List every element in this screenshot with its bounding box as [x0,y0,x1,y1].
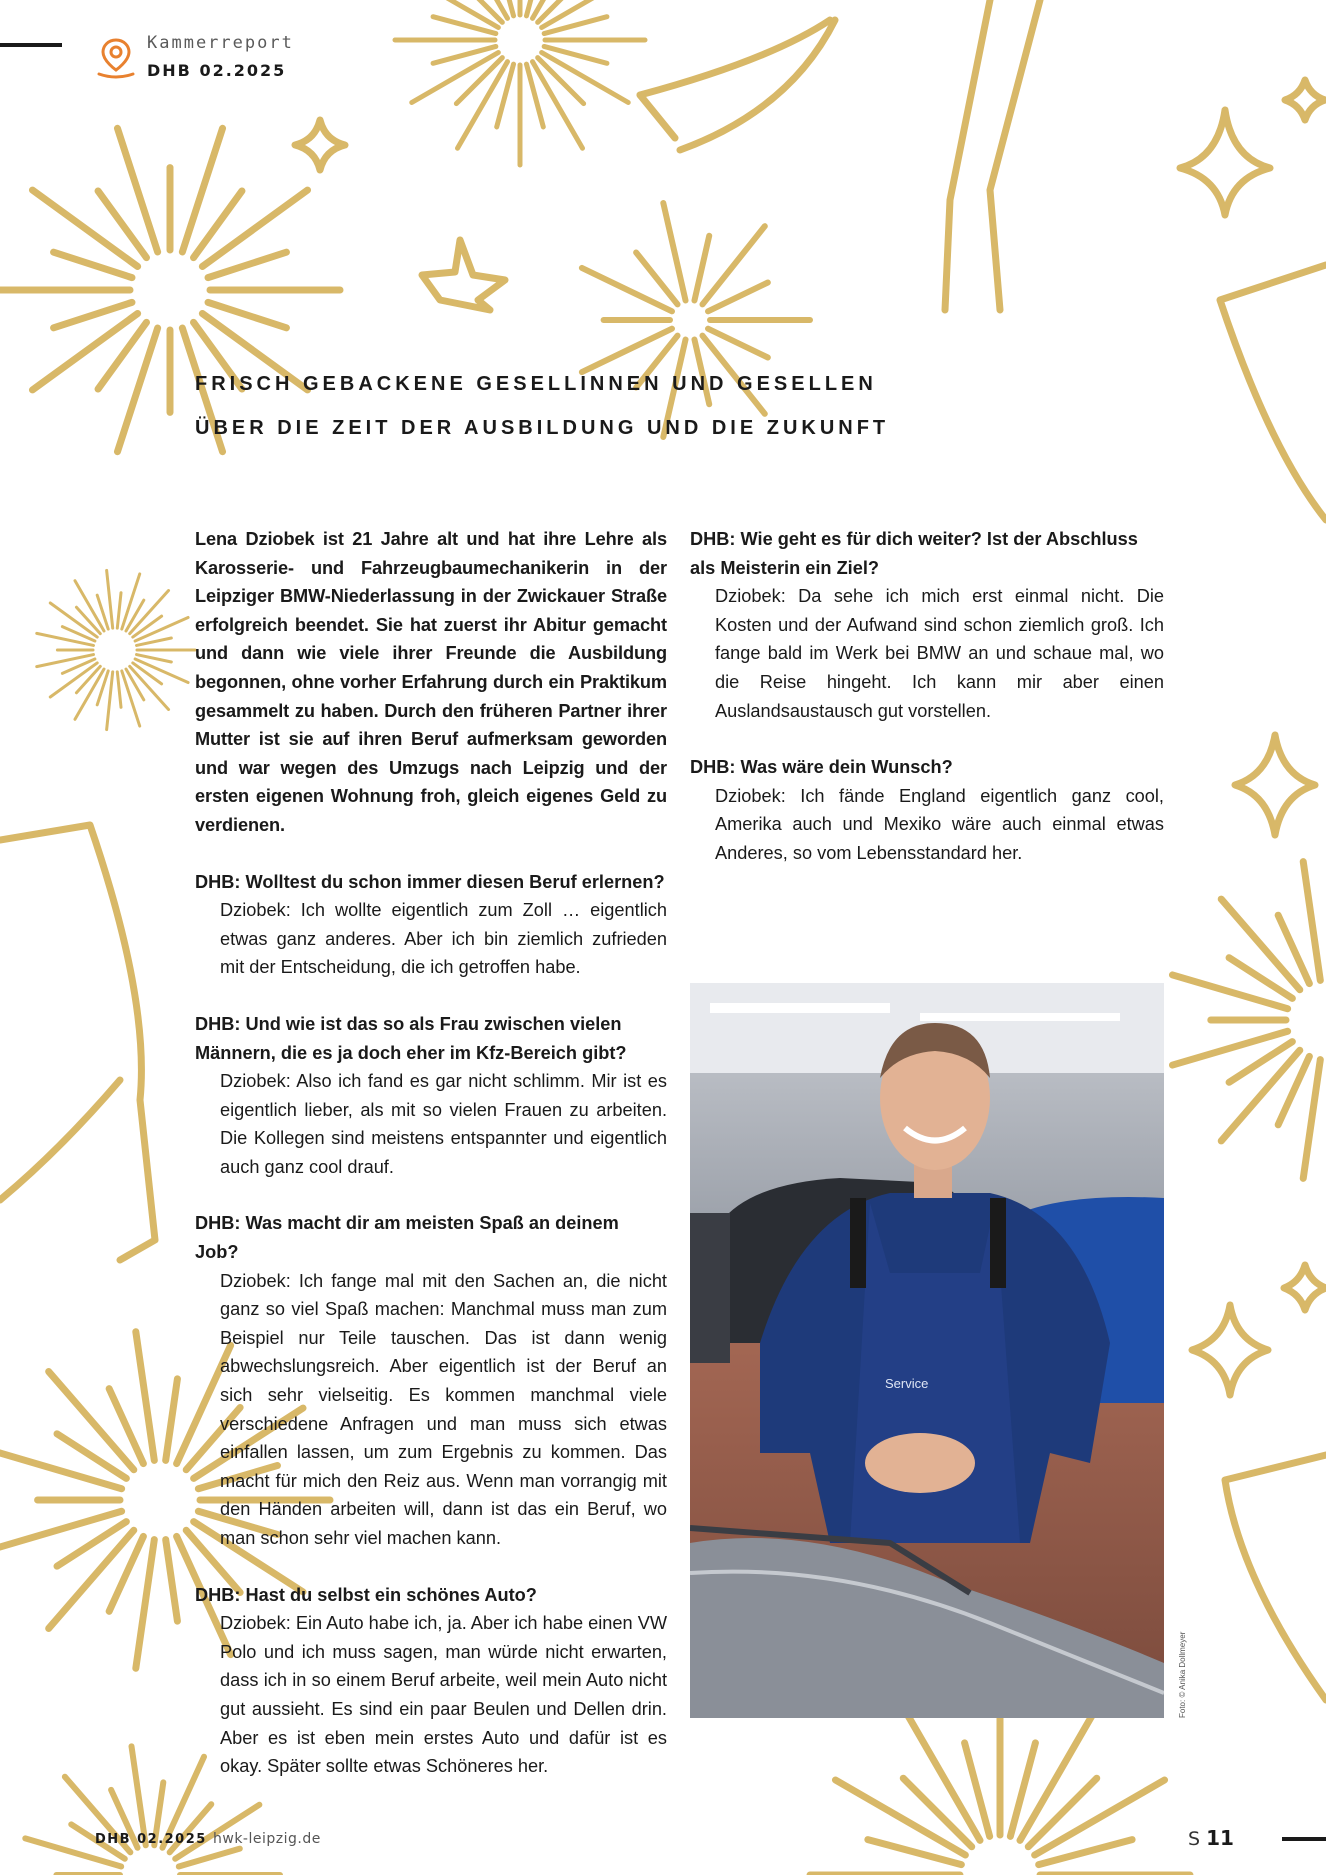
footer-issue: DHB 02.2025 [95,1832,207,1847]
firework-ray [136,1332,155,1461]
firework-ray [117,593,121,628]
headline-line: FRISCH GEBACKENE GESELLINNEN UND GESELLEN [195,373,877,395]
firework-ray [166,1379,178,1461]
article-headline [195,362,895,450]
firework-ray [1303,1060,1320,1179]
firework-ray [107,672,113,730]
header-rule [0,43,62,47]
firework-ray [107,570,113,628]
footer-url[interactable]: hwk-leipzig.de [213,1831,321,1847]
interview-block [195,1209,667,1552]
star-icon [422,240,505,310]
interview-answer: Dziobek: Ein Auto habe ich, ja. Aber ich habe einen VW Polo und ich muss sagen, man würde nicht erwarten, dass ich in so einem Beruf arbeite, weil mein Auto nicht gut aussieht. Es sind ein paar Beulen und Dellen drin. Aber es ist eben mein erstes Auto und dafür ist es okay. Später sollte etwas Schöneres her. [220,1613,667,1777]
firework-ray [117,672,121,707]
sparkle-star-icon [1235,735,1315,835]
firework-ray [582,268,672,311]
interview-question: DHB: Was macht dir am meisten Spaß an deinem Job? [195,1213,619,1263]
firework-ray [694,236,709,301]
interview-block [690,525,1164,725]
article-column-left [195,525,667,1809]
interview-question: DHB: Und wie ist das so als Frau zwischen vielen Männern, die es ja doch eher im Kfz-Bereich gibt? [195,1013,627,1063]
champagne-glass-icon [1225,1455,1326,1700]
firework-ray [1172,1031,1287,1065]
page-prefix: S [1188,1828,1201,1850]
interview-block [195,1581,667,1781]
headline-line: ÜBER DIE ZEIT DER AUSBILDUNG UND DIE ZUKUNFT [195,417,890,439]
sparkle-star-icon [295,120,345,170]
interview-answer: Dziobek: Also ich fand es gar nicht schlimm. Mir ist es eigentlich lieber, als mit so vielen Frauen zu arbeiten. Die Kollegen sind meistens entspannter und eigentlich auch ganz cool drauf. [220,1071,667,1177]
portrait-photo [690,983,1164,1718]
firework-ray [663,203,685,300]
section-label: Kammerreport [147,33,294,53]
interview-question: DHB: Was wäre dein Wunsch? [690,757,953,778]
overall-label: Service [885,1376,929,1391]
article-intro: Lena Dziobek ist 21 Jahre alt und hat ihre Lehre als Karosserie- und Fahrzeugbaumechanikerin in der Leipziger BMW-Niederlassung in der Zwickauer Straße erfolgreich beendet. Sie hat zuerst ihr Abitur gemacht und dann wie viele ihrer Freunde die Ausbildung begonnen, ohne vorher Erfahrung durch ein Praktikum gesammelt zu haben. Durch den früheren Partner ihrer Mutter ist sie auf ihren Beruf aufmerksam geworden und war wegen des Umzugs nach Leipzig und der ersten eigenen Wohnung froh, gleich eigenes Geld zu verdienen. [195,529,667,835]
issue-label: DHB 02.2025 [147,61,287,80]
location-pin-icon [96,36,136,80]
interview-question: DHB: Wie geht es für dich weiter? Ist der Abschluss als Meisterin ein Ziel? [690,529,1138,578]
page-number-value: 11 [1206,1826,1234,1850]
interview-answer: Dziobek: Ich wollte eigentlich zum Zoll … eigentlich etwas ganz anderes. Aber ich bin ziemlich zufrieden mit der Entscheidung, die ich getroffen habe. [220,900,667,978]
sparkle-star-icon [1284,1265,1326,1310]
interview-block [195,868,667,982]
firework-ray [136,1540,155,1669]
firework-ray [117,328,157,452]
page-number [1188,1826,1234,1850]
sparkle-star-icon [1192,1305,1268,1395]
firework-ray [182,128,222,252]
interview-question: DHB: Hast du selbst ein schönes Auto? [195,1584,537,1605]
interview-answer: Dziobek: Da sehe ich mich erst einmal nicht. Die Kosten und der Aufwand sind schon ziemlich groß. Ich fange bald im Werk bei BMW an und schaue mal, wo die Reise hingeht. Ich kann mir aber einen Auslandsaustausch gut vorstellen. [715,586,1164,721]
sparkle-star-icon [1180,110,1270,215]
firework-ray [131,1746,145,1845]
interview-block [195,1010,667,1182]
champagne-glass-icon [640,20,830,95]
interview-question: DHB: Wolltest du schon immer diesen Beruf erlernen? [195,871,665,892]
footer-rule [1282,1837,1326,1841]
photo-credit: Foto: © Anika Dollmeyer [1178,1631,1187,1718]
sparkle-star-icon [1285,80,1325,120]
interview-block [690,753,1164,867]
interview-answer: Dziobek: Ich fange mal mit den Sachen an, die nicht ganz so viel Spaß machen: Manchmal muss man zum Beispiel nur Teile tauschen. Das ist dann wenig abwechslungsreich. Aber eigentlich ist der Beruf an sich sehr vielseitig. Es kommen manchmal viele verschiedene Anfragen und man muss sich etwas einfallen lassen, um zum Ergebnis zu kommen. Das macht für mich den Reiz aus. Wenn man vorrangig mit den Händen arbeiten will, dann ist das ein Beruf, wo man schon sehr viel machen kann. [220,1270,667,1548]
firework-ray [1303,862,1320,981]
firework-ray [0,1452,122,1489]
interview-answer: Dziobek: Ich fände England eigentlich ganz cool, Amerika auch und Mexiko wäre auch einmal etwas Anderes, so vom Lebensstandard her. [715,785,1164,863]
firework-ray [702,226,764,304]
champagne-glass-icon [0,825,155,1260]
firework-ray [117,128,157,252]
article-column-right [690,525,1164,896]
firework-ray [166,1540,178,1622]
firework-ray [1172,975,1287,1009]
firework-ray [0,1511,122,1548]
champagne-glass-icon [1220,265,1326,520]
